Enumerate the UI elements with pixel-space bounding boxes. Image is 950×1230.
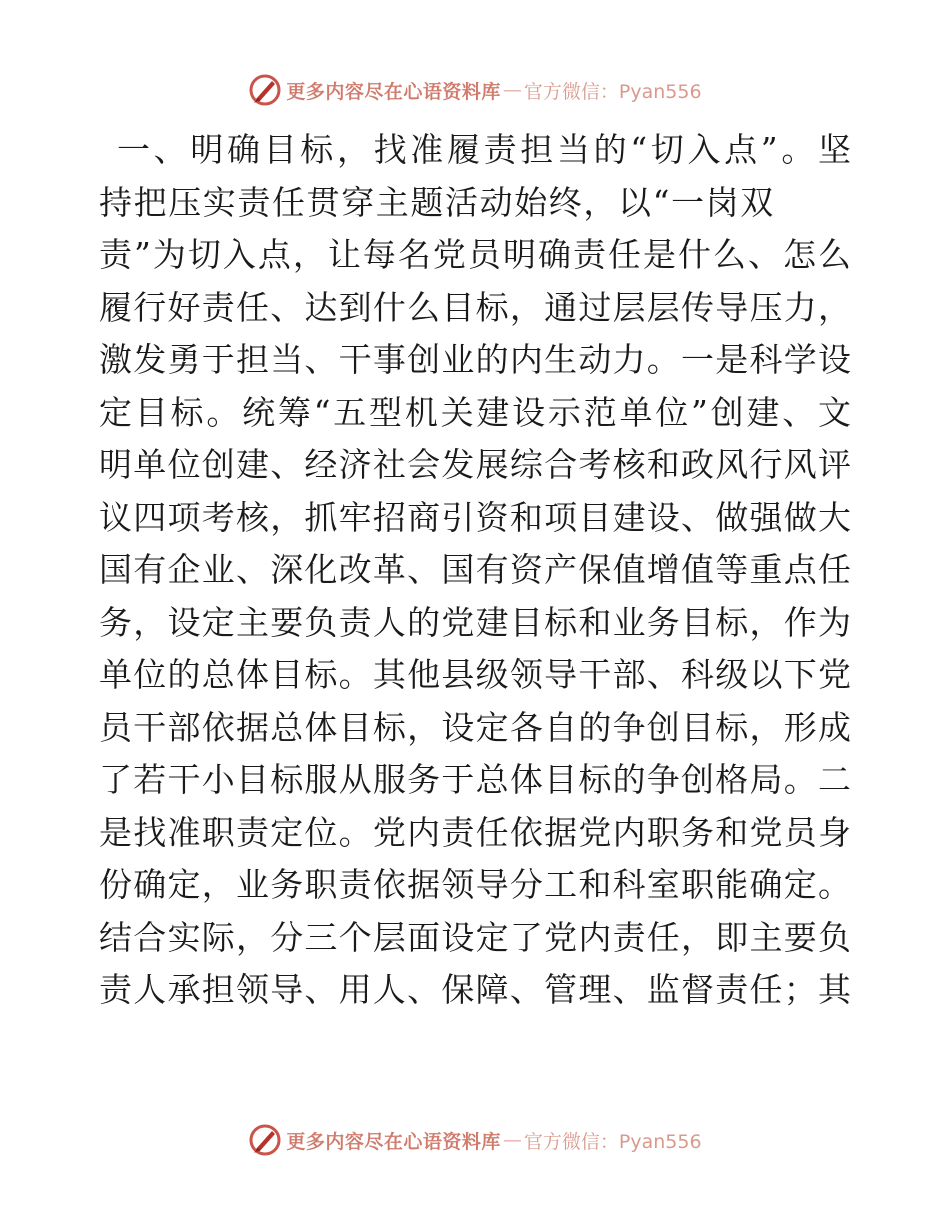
quill-logo-icon — [248, 1123, 282, 1157]
body-line-17: 责人承担领导、用人、保障、管理、监督责任；其 — [99, 970, 851, 1009]
quill-logo-icon — [248, 73, 282, 107]
body-line-7: 明单位创建、经济社会发展综合考核和政风行风评 — [99, 445, 851, 484]
body-line-10: 务，设定主要负责人的党建目标和业务目标，作为 — [99, 602, 851, 642]
body-line-5: 激发勇于担当、干事创业的内生动力。一是科学设 — [99, 340, 851, 379]
body-line-1: 一、明确目标，找准履责担当的“切入点”。坚 — [117, 130, 851, 169]
body-line-9: 国有企业、深化改革、国有资产保值增值等重点任 — [99, 550, 851, 589]
watermark-site-text: 更多内容尽在心语资料库 — [286, 80, 501, 103]
body-line-16: 结合实际，分三个层面设定了党内责任，即主要负 — [99, 917, 851, 957]
body-line-2: 持把压实责任贯穿主题活动始终，以“一岗双 — [99, 182, 775, 222]
body-line-8: 议四项考核，抓牢招商引资和项目建设、做强做大 — [99, 497, 851, 537]
body-line-12: 员干部依据总体目标，设定各自的争创目标，形成 — [99, 707, 851, 747]
watermark-wechat-text: 官方微信：Pyan556 — [523, 1130, 702, 1153]
watermark-banner-bottom — [0, 1120, 950, 1160]
watermark-banner-top — [0, 70, 950, 110]
body-line-4: 履行好责任、达到什么目标，通过层层传导压力， — [99, 287, 851, 327]
watermark-separator: — — [502, 1129, 522, 1151]
document-body — [99, 124, 851, 1017]
body-line-14: 是找准职责定位。党内责任依据党内职务和党员身 — [99, 812, 851, 852]
watermark-wechat-text: 官方微信：Pyan556 — [523, 80, 702, 103]
body-line-3: 责”为切入点，让每名党员明确责任是什么、怎么 — [99, 235, 851, 274]
body-line-13: 了若干小目标服从服务于总体目标的争创格局。二 — [99, 760, 851, 799]
body-line-6: 定目标。统筹“五型机关建设示范单位”创建、文 — [99, 392, 851, 432]
watermark-separator: — — [502, 79, 522, 101]
body-line-11: 单位的总体目标。其他县级领导干部、科级以下党 — [99, 655, 851, 694]
watermark-site-text: 更多内容尽在心语资料库 — [286, 1130, 501, 1153]
body-line-15: 份确定，业务职责依据领导分工和科室职能确定。 — [99, 865, 851, 904]
